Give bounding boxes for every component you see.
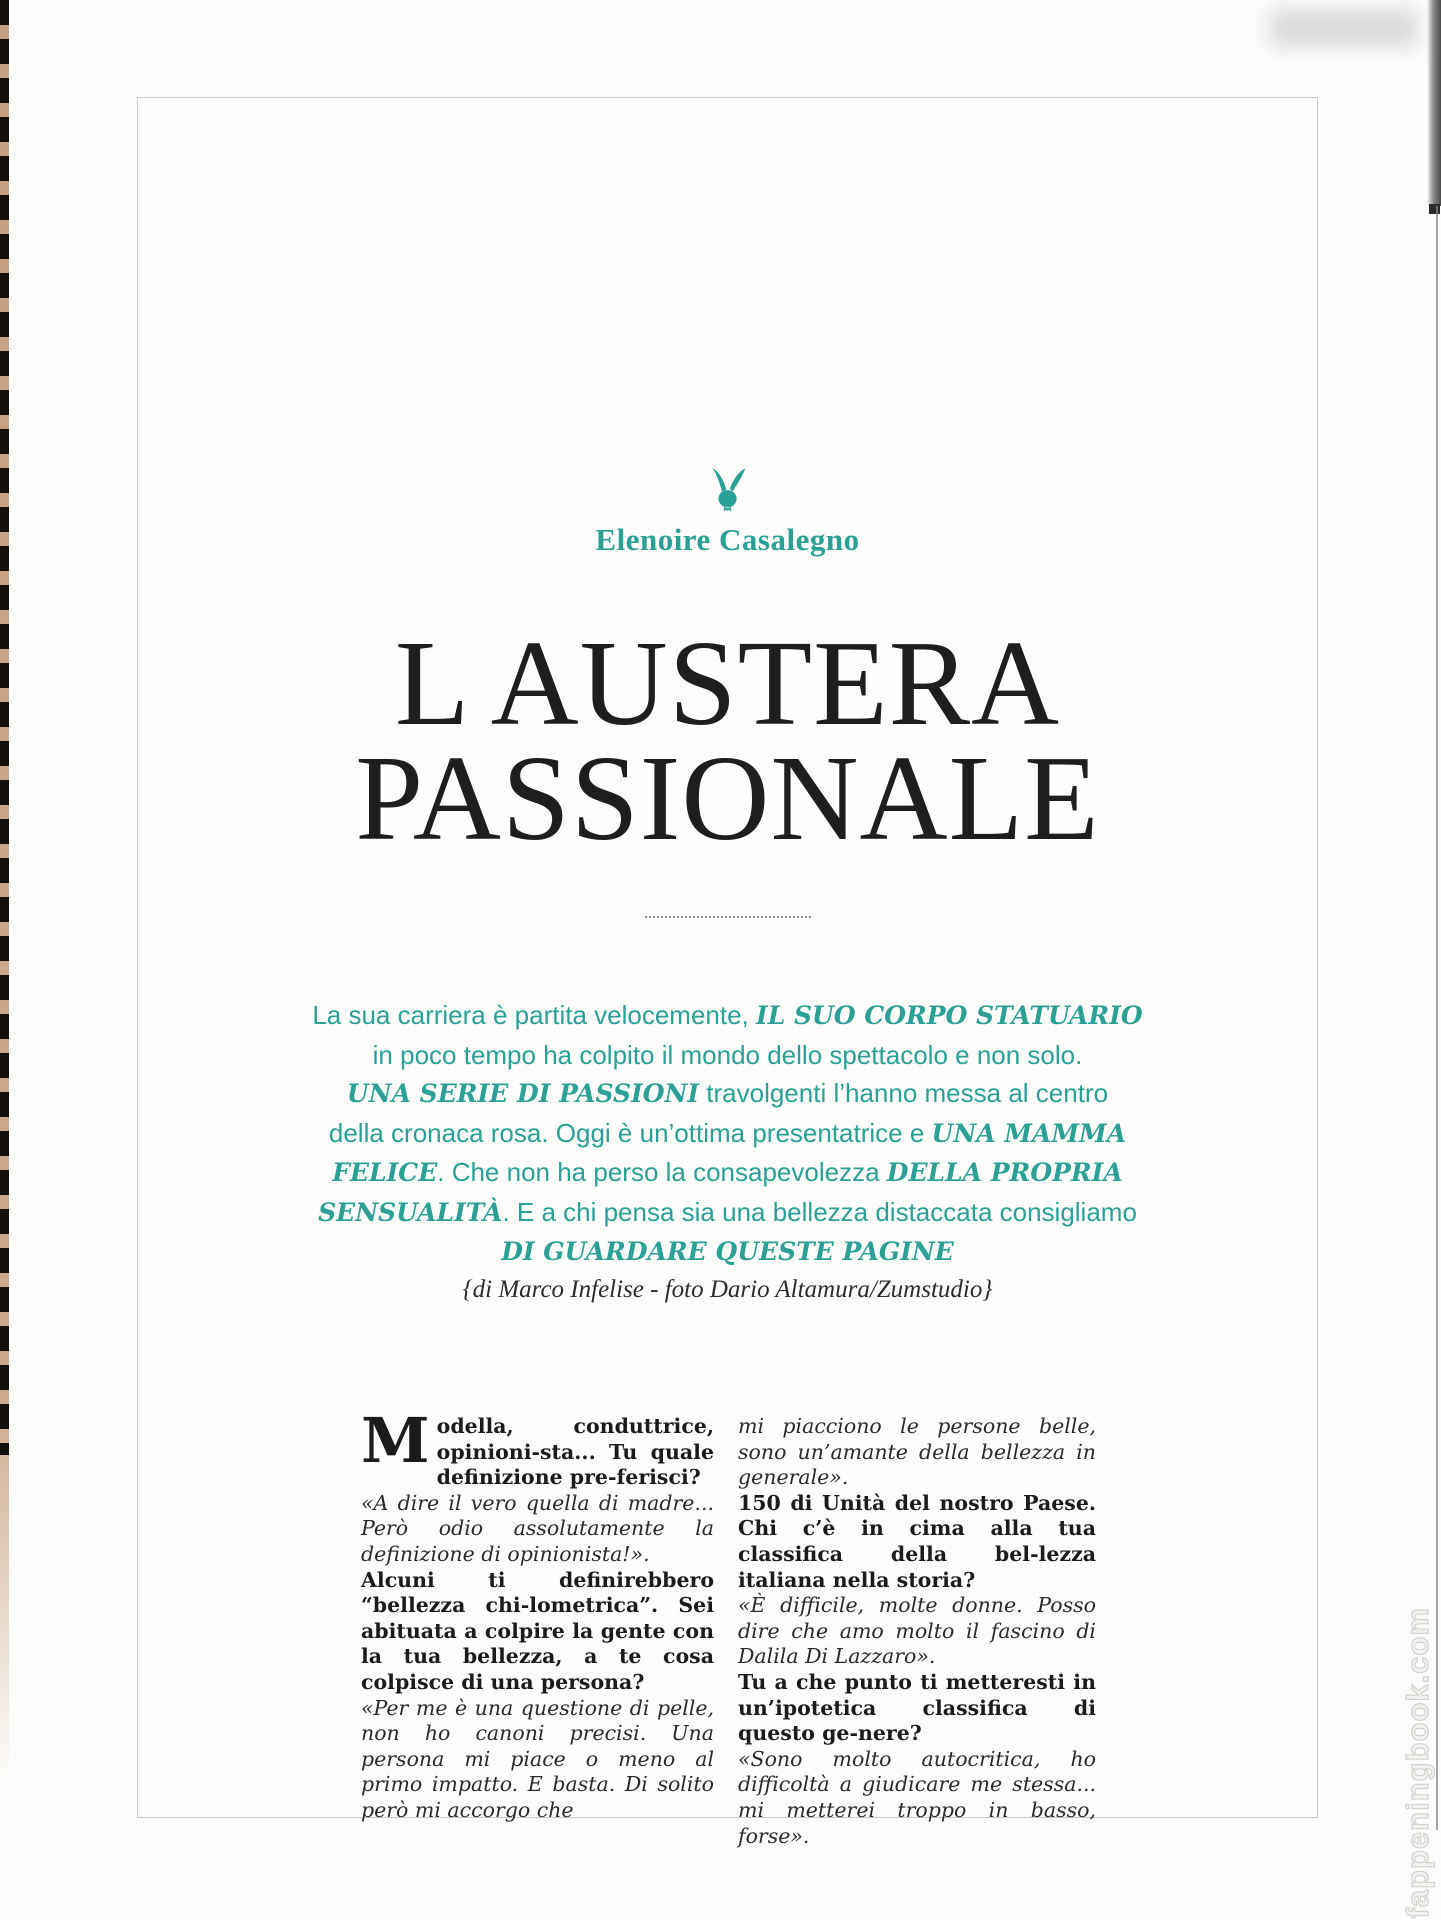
byline: {di Marco Infelise - foto Dario Altamura/Zumstudio} bbox=[462, 1276, 993, 1303]
intro-emphasis-text: DELLA PROPRIA bbox=[886, 1158, 1123, 1187]
interview-answer: mi piacciono le persone belle, sono un’amante della bellezza in generale». bbox=[738, 1414, 1096, 1490]
intro-emphasis-text: FELICE bbox=[332, 1158, 438, 1187]
intro-emphasis-text: UNA SERIE DI PASSIONI bbox=[346, 1079, 700, 1108]
interview-question: 150 di Unità del nostro Paese. Chi c’è in cima alla tua classifica della bel-lezza italiana nella storia? bbox=[738, 1490, 1096, 1592]
intro-plain-text: travolgenti l’hanno messa al centro bbox=[699, 1078, 1109, 1108]
interview-answer: «Per me è una questione di pelle, non ho canoni precisi. Una persona mi piace o meno al primo impatto. E basta. Di solito però mi accorgo che bbox=[361, 1695, 714, 1822]
intro-line bbox=[138, 1193, 1317, 1233]
intro-plain-text: in poco tempo ha colpito il mondo dello spettacolo e non solo. bbox=[372, 1039, 1083, 1070]
intro-line bbox=[138, 1074, 1317, 1114]
playboy-bunny-icon bbox=[138, 466, 1317, 521]
headline-line-1: L AUSTERA bbox=[394, 616, 1061, 751]
intro-line bbox=[138, 1114, 1317, 1154]
scan-edge-shadow bbox=[1427, 0, 1441, 206]
article-column-left bbox=[361, 1404, 714, 1824]
intro-plain-text: della cronaca rosa. Oggi è un’ottima presentatrice e bbox=[328, 1117, 932, 1148]
interview-question: Alcuni ti definirebbero “bellezza chi-lometrica”. Sei abituata a colpire la gente con la tua bellezza, a te cosa colpisce di una persona? bbox=[361, 1567, 714, 1694]
interview-question: Modella, conduttrice, opinioni-sta... Tu quale definizione pre-ferisci? bbox=[361, 1404, 714, 1490]
feature-name: Elenoire Casalegno bbox=[595, 522, 860, 557]
blurred-corner-smudge bbox=[1269, 8, 1419, 48]
interview-answer: «Sono molto autocritica, ho difficoltà a giudicare me stessa... mi metterei troppo in basso, forse». bbox=[738, 1746, 1096, 1848]
intro-emphasis-text: UNA MAMMA bbox=[931, 1118, 1127, 1148]
interview-answer: «A dire il vero quella di madre... Però odio assolutamente la definizione di opinionista!». bbox=[361, 1490, 714, 1566]
intro-emphasis-text: DI GUARDARE QUESTE PAGINE bbox=[501, 1237, 954, 1266]
intro-plain-text: . E a chi pensa sia una bellezza distaccata consigliamo bbox=[502, 1196, 1137, 1227]
intro-plain-text: La sua carriera è partita velocemente, bbox=[312, 1000, 757, 1030]
article-headline bbox=[138, 616, 1317, 866]
drop-cap: M bbox=[361, 1404, 430, 1477]
spine-perforation-dashes bbox=[0, 0, 9, 1455]
intro-line bbox=[138, 1153, 1317, 1193]
intro-emphasis-text: SENSUALITÀ bbox=[318, 1197, 503, 1227]
intro-standfirst bbox=[138, 996, 1317, 1272]
magazine-page bbox=[137, 97, 1318, 1848]
headline-line-2: PASSIONALE bbox=[355, 731, 1100, 866]
intro-line bbox=[138, 1232, 1317, 1272]
article-column-right bbox=[738, 1414, 1096, 1849]
interview-question: Tu a che punto ti metteresti in un’ipotetica classifica di questo ge-nere? bbox=[738, 1669, 1096, 1746]
watermark-text: fappeningbook.com bbox=[1400, 1606, 1435, 1918]
intro-plain-text: . Che non ha perso la consapevolezza bbox=[437, 1157, 887, 1187]
intro-line bbox=[138, 1036, 1317, 1075]
intro-line bbox=[138, 996, 1317, 1036]
dotted-divider bbox=[645, 916, 811, 918]
interview-answer: «È difficile, molte donne. Posso dire che amo molto il fascino di Dalila Di Lazzaro». bbox=[738, 1593, 1096, 1669]
intro-emphasis-text: IL SUO CORPO STATUARIO bbox=[756, 1001, 1143, 1030]
scan-edge-line bbox=[1436, 206, 1438, 1830]
